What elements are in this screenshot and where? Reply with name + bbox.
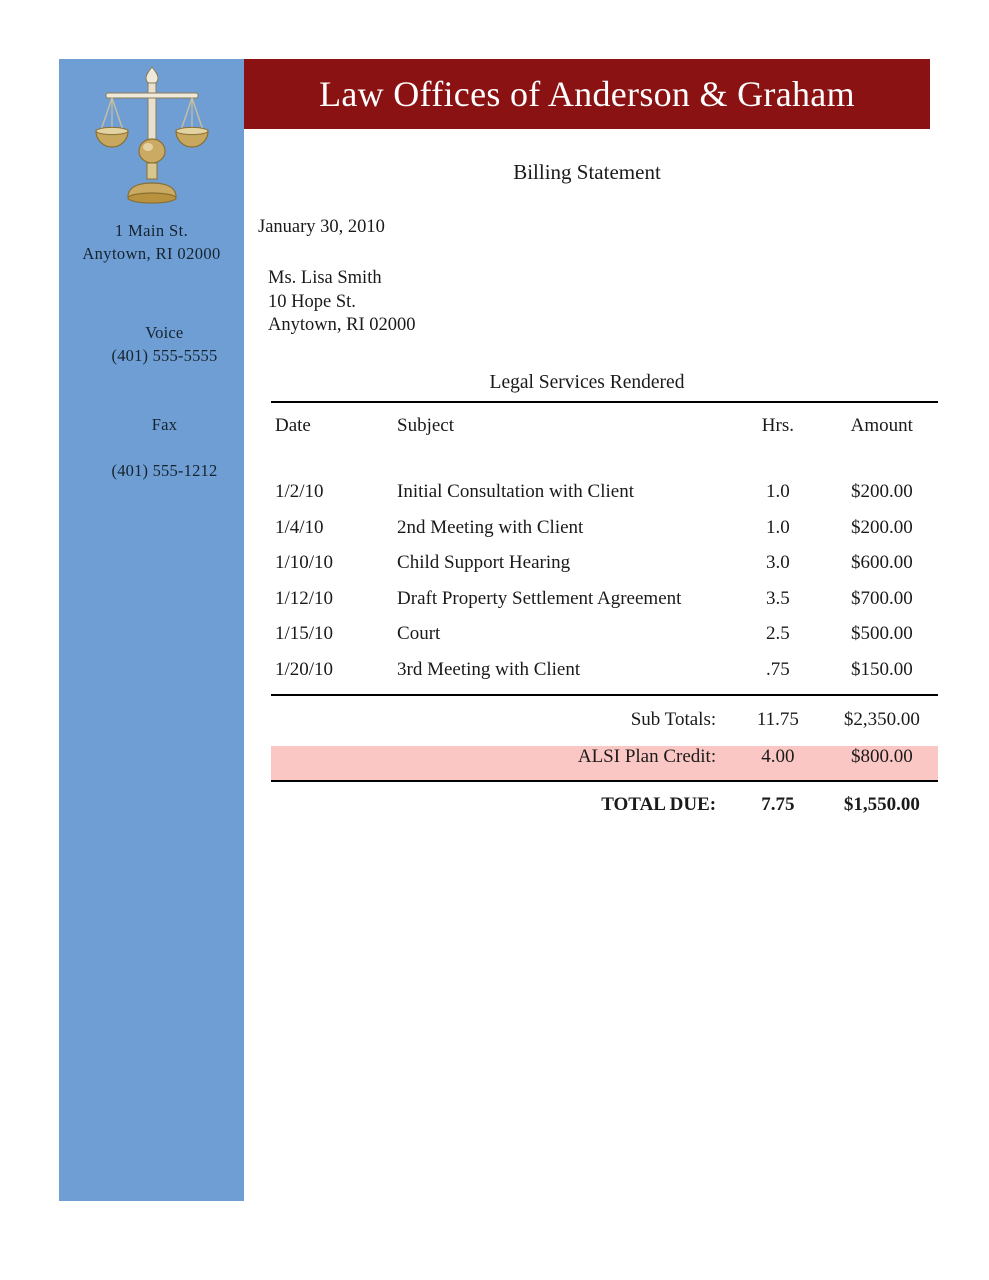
table-row: [271, 517, 938, 553]
row-amount: $150.00: [850, 658, 913, 680]
billing-table: [271, 401, 938, 829]
recipient-street: 10 Hope St.: [268, 291, 356, 312]
table-row: [271, 552, 938, 588]
table-spacer-cell: [271, 453, 938, 481]
billing-table-wrapper: [271, 401, 938, 829]
credit-spacer: [271, 746, 397, 781]
row-hours: .75: [766, 658, 790, 680]
document-date: January 30, 2010: [258, 217, 385, 237]
subtotal-amount: $2,350.00: [826, 695, 938, 746]
fax-number: (401) 555-1212: [111, 461, 218, 480]
column-header-subject: Subject: [397, 402, 730, 453]
total-label: TOTAL DUE:: [397, 781, 730, 829]
fax-label: Fax: [151, 415, 178, 434]
column-header-amount: Amount: [826, 402, 938, 453]
subtotal-spacer: [271, 695, 397, 746]
recipient-name: Ms. Lisa Smith: [268, 268, 382, 288]
table-spacer-row: [271, 453, 938, 481]
table-row: [271, 623, 938, 659]
row-amount: $200.00: [850, 516, 913, 538]
document-body: [244, 129, 944, 815]
total-spacer: [271, 781, 397, 829]
sidebar-panel: [59, 59, 244, 1201]
table-header-row: [271, 402, 938, 453]
row-subject: Child Support Hearing: [397, 552, 571, 573]
row-hours: 3.0: [766, 552, 790, 573]
total-amount: $1,550.00: [826, 781, 938, 829]
row-hours: 2.5: [766, 623, 790, 644]
row-amount: $600.00: [850, 552, 913, 573]
total-row: [271, 781, 938, 829]
address-line-1: 1 Main St.: [114, 221, 189, 240]
voice-row: [59, 298, 244, 390]
row-date: 1/4/10: [275, 516, 324, 538]
firm-name-title: Law Offices of Anderson & Graham: [319, 74, 855, 114]
address-line-2: Anytown, RI 02000: [82, 244, 221, 263]
row-amount: $200.00: [850, 481, 913, 502]
recipient-block: [268, 267, 416, 338]
row-subject: Initial Consultation with Client: [397, 481, 634, 502]
scales-of-justice-icon: [59, 61, 244, 211]
subtotal-row: [271, 695, 938, 746]
row-hours: 1.0: [766, 481, 790, 502]
credit-label: ALSI Plan Credit:: [397, 746, 730, 781]
table-row: [271, 588, 938, 624]
voice-label: Voice: [145, 323, 184, 342]
row-subject: 3rd Meeting with Client: [397, 658, 581, 680]
fax-row: [59, 390, 244, 505]
document-subtitle: Billing Statement: [513, 160, 661, 184]
table-row: [271, 659, 938, 696]
row-date: 1/10/10: [275, 552, 334, 573]
row-date: 1/15/10: [275, 623, 334, 644]
total-hours: 7.75: [730, 781, 826, 829]
row-date: 1/2/10: [275, 481, 324, 502]
row-subject: 2nd Meeting with Client: [397, 516, 584, 538]
row-amount: $700.00: [850, 587, 913, 609]
credit-row: [271, 746, 938, 781]
firm-address: [59, 219, 244, 265]
row-subject: Draft Property Settlement Agreement: [397, 587, 682, 609]
services-section-title: Legal Services Rendered: [489, 372, 685, 393]
row-subject: Court: [397, 623, 441, 644]
credit-hours: 4.00: [730, 746, 826, 781]
recipient-city: Anytown, RI 02000: [268, 315, 416, 335]
header-band: [244, 59, 930, 129]
column-header-date: Date: [271, 402, 397, 453]
credit-amount: $800.00: [826, 746, 938, 781]
row-hours: 1.0: [766, 516, 790, 538]
firm-contact: [59, 298, 244, 505]
row-hours: 3.5: [766, 587, 790, 609]
row-date: 1/12/10: [275, 587, 334, 609]
table-row: [271, 481, 938, 517]
subtotal-label: Sub Totals:: [397, 695, 730, 746]
row-date: 1/20/10: [275, 658, 334, 680]
subtotal-hours: 11.75: [730, 695, 826, 746]
column-header-hours: Hrs.: [730, 402, 826, 453]
voice-number: (401) 555-5555: [111, 346, 218, 365]
row-amount: $500.00: [850, 623, 913, 644]
